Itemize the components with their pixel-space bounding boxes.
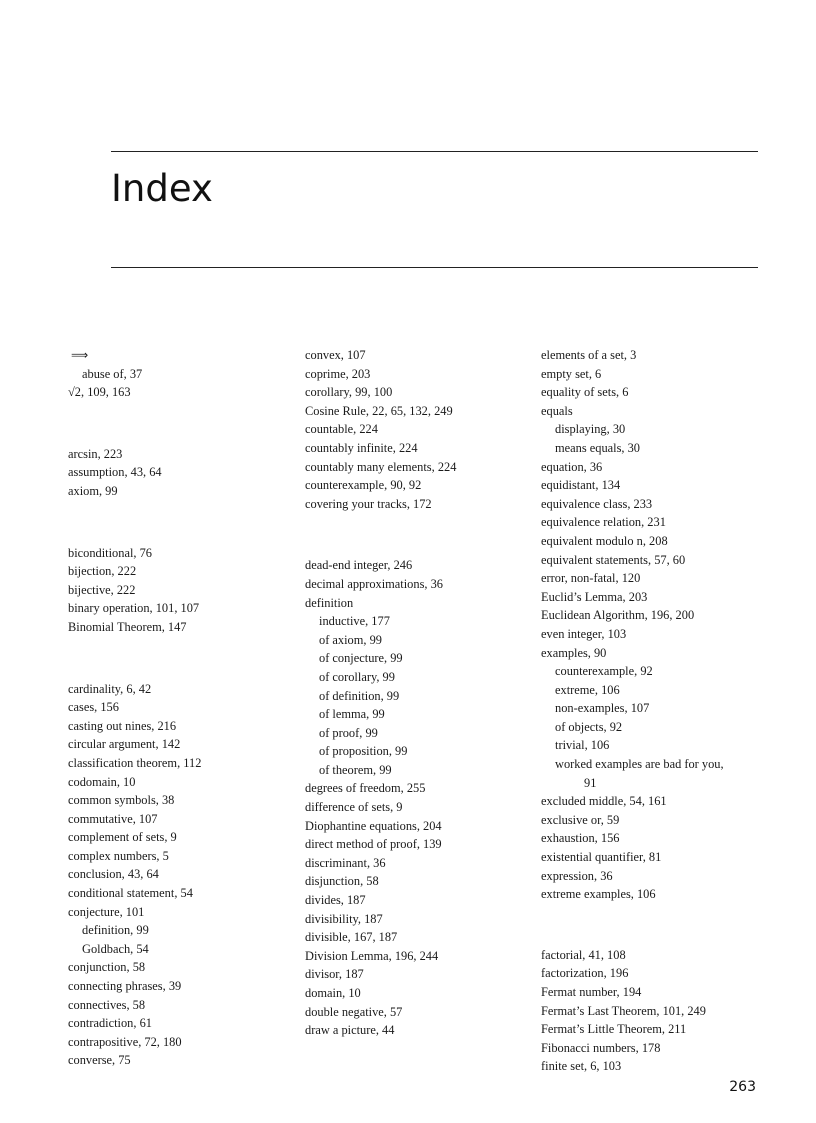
index-subentry: trivial, 106 <box>555 738 610 753</box>
index-entry: bijection, 222 <box>68 564 137 579</box>
index-entry: elements of a set, 3 <box>541 348 637 362</box>
index-column-1 <box>68 346 298 1070</box>
index-entry: connectives, 58 <box>68 997 146 1012</box>
index-entry: divisibility, 187 <box>305 911 383 926</box>
index-entry: Fermat number, 194 <box>541 985 642 999</box>
index-entry: convex, 107 <box>305 348 366 362</box>
index-entry: conditional statement, 54 <box>68 886 193 901</box>
index-group-a <box>68 445 298 501</box>
index-entry: equivalent modulo n, 208 <box>541 533 668 548</box>
index-entry: corollary, 99, 100 <box>305 385 393 400</box>
index-entry: circular argument, 142 <box>68 737 181 752</box>
index-entry: converse, 75 <box>68 1053 131 1068</box>
index-entry: discriminant, 36 <box>305 855 386 870</box>
page-title: Index <box>111 167 213 210</box>
group-spacer <box>68 501 298 544</box>
index-entry: factorization, 196 <box>541 966 629 981</box>
index-entry: expression, 36 <box>541 868 613 883</box>
index-entry: divides, 187 <box>305 893 366 908</box>
index-subentry: of proposition, 99 <box>319 744 408 759</box>
index-entry: arcsin, 223 <box>68 446 123 461</box>
index-entry: covering your tracks, 172 <box>305 496 432 511</box>
index-subentry: inductive, 177 <box>319 614 390 629</box>
index-subentry: extreme, 106 <box>555 682 620 697</box>
index-entry: counterexample, 90, 92 <box>305 478 422 493</box>
index-entry: equivalence relation, 231 <box>541 515 666 530</box>
index-group-c-continued <box>305 346 535 513</box>
index-subentry: of axiom, 99 <box>319 632 382 647</box>
index-entry: coprime, 203 <box>305 366 371 381</box>
index-entry: casting out nines, 216 <box>68 718 177 733</box>
index-entry: countably infinite, 224 <box>305 440 418 455</box>
index-entry: assumption, 43, 64 <box>68 465 162 480</box>
index-subentry: of lemma, 99 <box>319 707 385 722</box>
index-subentry: of objects, 92 <box>555 719 623 734</box>
index-entry: Binomial Theorem, 147 <box>68 619 187 634</box>
index-entry: degrees of freedom, 255 <box>305 781 426 796</box>
index-entry: Cosine Rule, 22, 65, 132, 249 <box>305 403 453 418</box>
index-entry: conclusion, 43, 64 <box>68 867 159 882</box>
index-entry: complex numbers, 5 <box>68 848 169 863</box>
index-subentry: 91 <box>584 775 597 790</box>
index-entry: exhaustion, 156 <box>541 831 620 846</box>
index-group-symbols <box>68 346 298 402</box>
index-subentry: of theorem, 99 <box>319 762 392 777</box>
index-subentry: displaying, 30 <box>555 422 626 437</box>
index-entry: Fermat’s Last Theorem, 101, 249 <box>541 1003 706 1018</box>
index-column-3 <box>541 346 771 1076</box>
index-subentry: of corollary, 99 <box>319 669 395 684</box>
index-entry: conjunction, 58 <box>68 960 146 975</box>
index-entry: disjunction, 58 <box>305 874 379 889</box>
index-entry: draw a picture, 44 <box>305 1023 395 1038</box>
index-entry: axiom, 99 <box>68 483 118 498</box>
page-number: 263 <box>729 1079 756 1095</box>
group-spacer <box>68 402 298 445</box>
index-entry: divisor, 187 <box>305 967 364 982</box>
index-entry: extreme examples, 106 <box>541 887 656 902</box>
index-entry: exclusive or, 59 <box>541 812 620 827</box>
index-subentry: counterexample, 92 <box>555 664 653 679</box>
index-entry: connecting phrases, 39 <box>68 979 182 994</box>
index-entry: existential quantifier, 81 <box>541 850 662 865</box>
index-subentry: definition, 99 <box>82 923 149 938</box>
index-entry: definition <box>305 595 354 610</box>
index-entry: difference of sets, 9 <box>305 800 403 815</box>
index-entry: countably many elements, 224 <box>305 459 457 474</box>
index-entry: equivalence class, 233 <box>541 496 653 511</box>
index-entry: complement of sets, 9 <box>68 830 177 845</box>
index-entry: commutative, 107 <box>68 811 158 826</box>
index-entry: Diophantine equations, 204 <box>305 818 442 833</box>
index-entry: Division Lemma, 196, 244 <box>305 948 439 963</box>
index-entry: equality of sets, 6 <box>541 385 629 400</box>
group-spacer <box>68 637 298 680</box>
index-entry: decimal approximations, 36 <box>305 576 443 591</box>
index-subentry: of definition, 99 <box>319 688 400 703</box>
index-group-c <box>68 680 298 1070</box>
index-entry: finite set, 6, 103 <box>541 1059 622 1074</box>
index-subentry: abuse of, 37 <box>82 366 143 381</box>
index-entry: equals <box>541 403 573 418</box>
index-subentry: means equals, 30 <box>555 440 640 455</box>
index-entry: domain, 10 <box>305 986 361 1000</box>
index-group-e <box>541 346 771 904</box>
index-entry: Euclid’s Lemma, 203 <box>541 589 648 604</box>
index-entry: contradiction, 61 <box>68 1016 152 1031</box>
index-entry: classification theorem, 112 <box>68 755 202 770</box>
index-entry: excluded middle, 54, 161 <box>541 794 667 809</box>
index-subentry: worked examples are bad for you, <box>555 757 724 772</box>
index-entry: contrapositive, 72, 180 <box>68 1034 182 1049</box>
index-entry: cases, 156 <box>68 700 119 715</box>
header-rule-bottom <box>111 267 758 268</box>
index-entry: divisible, 167, 187 <box>305 930 398 945</box>
index-column-2 <box>305 346 535 1040</box>
index-entry: Fermat’s Little Theorem, 211 <box>541 1022 687 1037</box>
index-entry: dead-end integer, 246 <box>305 558 413 573</box>
index-entry: √2, 109, 163 <box>68 385 131 400</box>
index-entry: factorial, 41, 108 <box>541 947 626 962</box>
index-entry: bijective, 222 <box>68 582 136 597</box>
index-entry: empty set, 6 <box>541 366 602 381</box>
index-entry: equivalent statements, 57, 60 <box>541 552 686 567</box>
index-entry: countable, 224 <box>305 422 378 437</box>
index-entry: equidistant, 134 <box>541 478 621 493</box>
index-group-b <box>68 544 298 637</box>
index-entry: common symbols, 38 <box>68 793 175 808</box>
index-group-f <box>541 946 771 1076</box>
index-entry: direct method of proof, 139 <box>305 837 442 852</box>
index-entry: binary operation, 101, 107 <box>68 601 200 616</box>
index-group-d <box>305 556 535 1039</box>
index-subentry: Goldbach, 54 <box>82 941 149 956</box>
header-rule-top <box>111 151 758 152</box>
index-entry: biconditional, 76 <box>68 545 152 560</box>
index-entry: examples, 90 <box>541 645 607 660</box>
index-subentry: non-examples, 107 <box>555 701 650 716</box>
index-entry: error, non-fatal, 120 <box>541 571 641 586</box>
index-entry: cardinality, 6, 42 <box>68 681 152 696</box>
index-subentry: of conjecture, 99 <box>319 651 403 666</box>
index-entry: conjecture, 101 <box>68 904 145 919</box>
index-subentry: of proof, 99 <box>319 725 378 740</box>
group-spacer <box>541 904 771 946</box>
index-entry: Euclidean Algorithm, 196, 200 <box>541 608 695 623</box>
index-entry: codomain, 10 <box>68 774 136 789</box>
index-entry: even integer, 103 <box>541 626 627 641</box>
index-entry: ⟹ <box>71 348 89 362</box>
index-entry: equation, 36 <box>541 459 603 474</box>
index-entry: Fibonacci numbers, 178 <box>541 1040 661 1055</box>
index-entry: double negative, 57 <box>305 1004 403 1019</box>
group-spacer <box>305 513 535 556</box>
